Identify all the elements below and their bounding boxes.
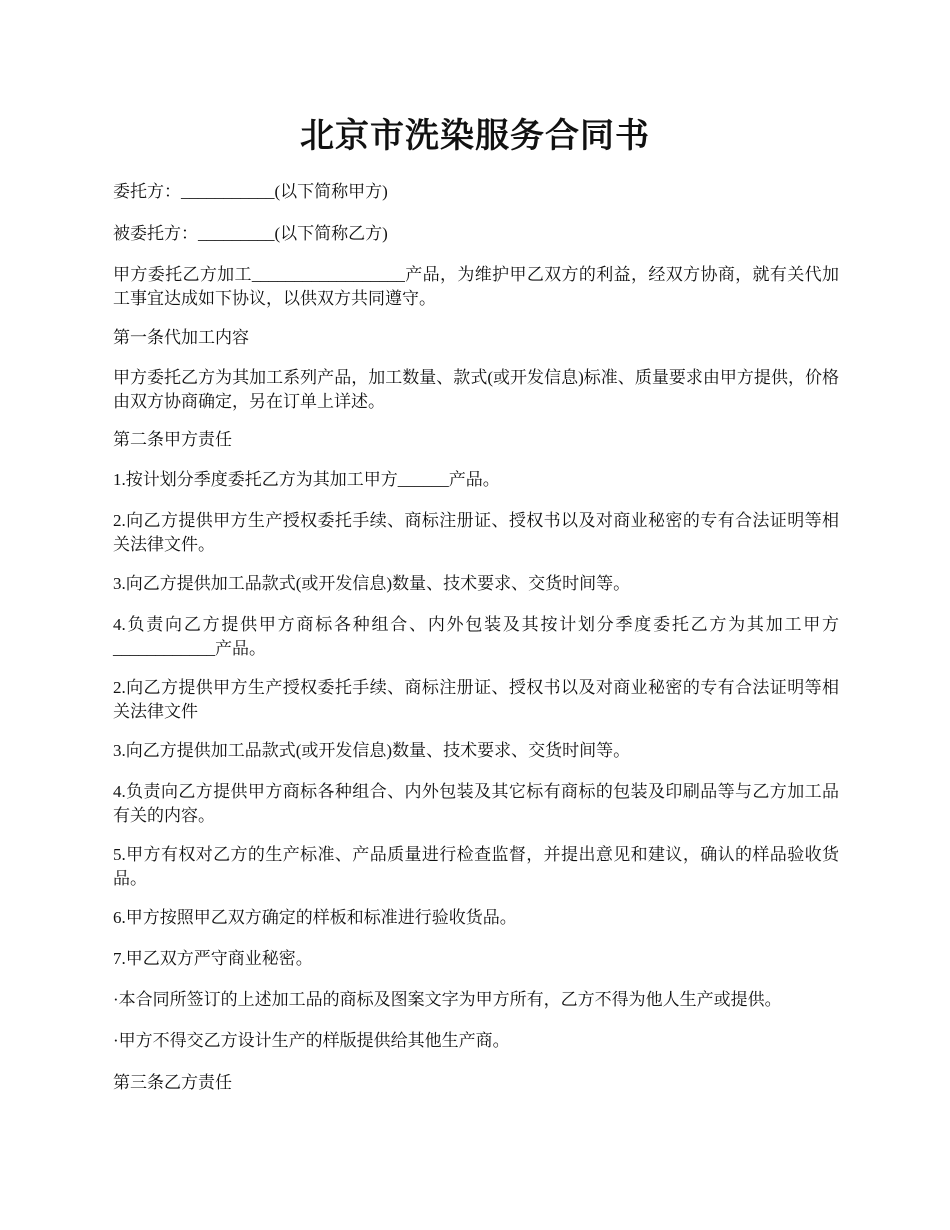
clause-item: 5.甲方有权对乙方的生产标准、产品质量进行检查监督，并提出意见和建议，确认的样品验收货品。: [113, 845, 839, 888]
clause-item: 2.向乙方提供甲方生产授权委托手续、商标注册证、授权书以及对商业秘密的专有合法证明等相关法律文件: [113, 678, 839, 721]
paragraph-contractor: 被委托方：_________(以下简称乙方): [113, 224, 388, 243]
clause-item: 4.负责向乙方提供甲方商标各种组合、内外包装及其按计划分季度委托乙方为其加工甲方____________产品。: [113, 615, 839, 658]
paragraph-preamble: 甲方委托乙方加工__________________产品，为维护甲乙双方的利益，经双方协商，就有关代加工事宜达成如下协议，以供双方共同遵守。: [113, 265, 839, 308]
section-heading-2: 第二条甲方责任: [113, 430, 232, 449]
bullet-item: ·甲方不得交乙方设计生产的样版提供给其他生产商。: [113, 1031, 510, 1050]
bullet-item: ·本合同所签订的上述加工品的商标及图案文字为甲方所有，乙方不得为他人生产或提供。: [113, 990, 782, 1009]
clause-item: 2.向乙方提供甲方生产授权委托手续、商标注册证、授权书以及对商业秘密的专有合法证明等相关法律文件。: [113, 511, 839, 554]
clause-item: 4.负责向乙方提供甲方商标各种组合、内外包装及其它标有商标的包装及印刷品等与乙方加工品有关的内容。: [113, 782, 839, 825]
paragraph-content: 甲方委托乙方为其加工系列产品，加工数量、款式(或开发信息)标准、质量要求由甲方提供，价格由双方协商确定，另在订单上详述。: [113, 368, 839, 411]
clause-item: 6.甲方按照甲乙双方确定的样板和标准进行验收货品。: [113, 908, 517, 927]
paragraph-client: 委托方：___________(以下简称甲方): [113, 182, 388, 201]
clause-item: 3.向乙方提供加工品款式(或开发信息)数量、技术要求、交货时间等。: [113, 574, 631, 593]
section-heading-3: 第三条乙方责任: [113, 1073, 232, 1092]
clause-item: 3.向乙方提供加工品款式(或开发信息)数量、技术要求、交货时间等。: [113, 741, 631, 760]
clause-item: 1.按计划分季度委托乙方为其加工甲方______产品。: [113, 470, 500, 489]
clause-item: 7.甲乙双方严守商业秘密。: [113, 949, 313, 968]
section-heading-1: 第一条代加工内容: [113, 328, 249, 347]
document-title: 北京市洗染服务合同书: [300, 118, 650, 155]
